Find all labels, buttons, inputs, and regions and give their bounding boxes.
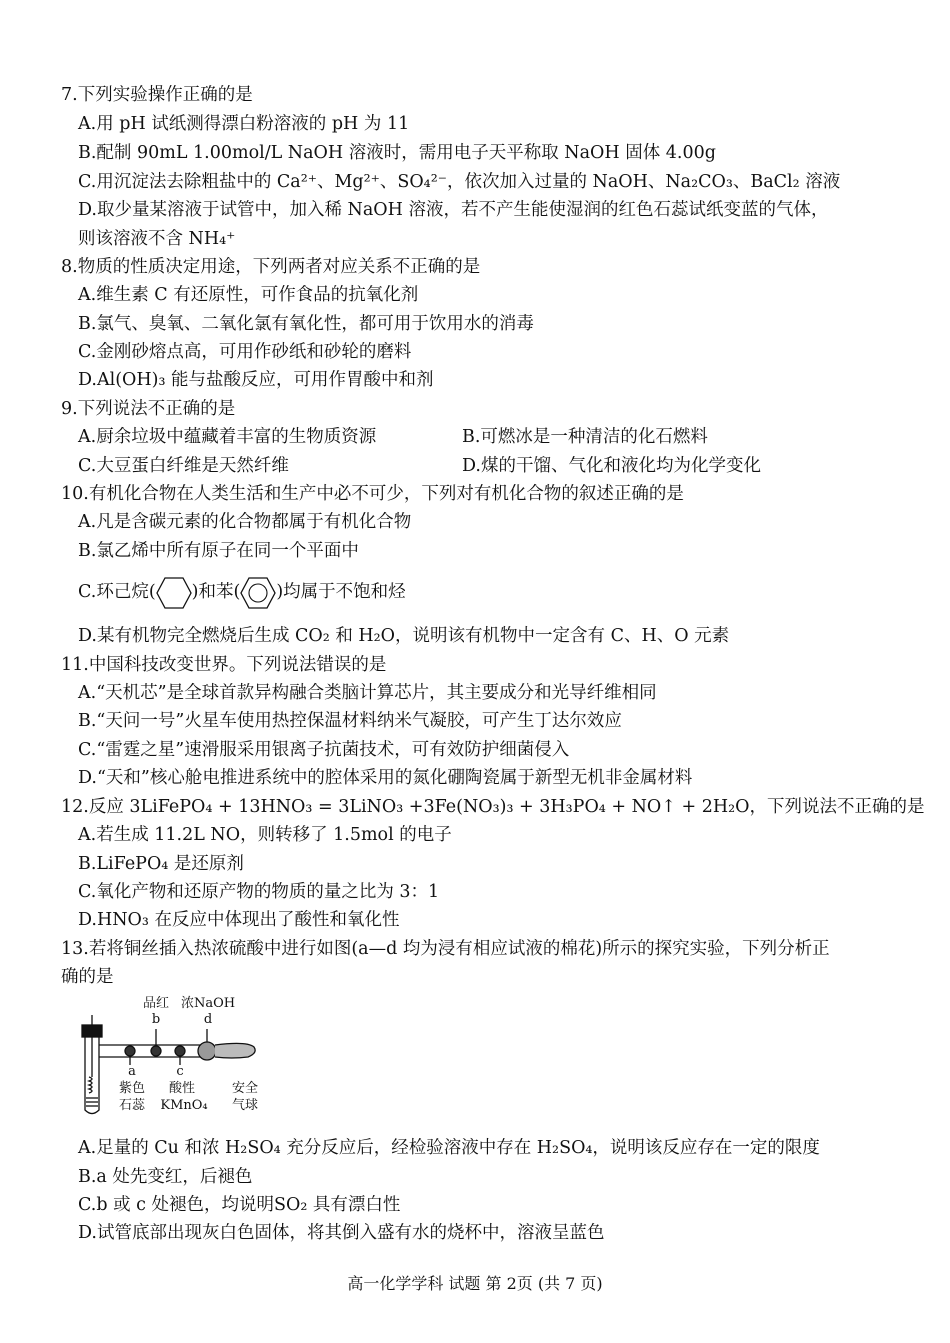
q8-stem: 8.物质的性质决定用途，下列两者对应关系不正确的是: [61, 257, 481, 277]
label-pinhong: 品红: [142, 996, 170, 1011]
q12-option-a: A.若生成 11.2L NO，则转移了 1.5mol 的电子: [78, 825, 452, 845]
q13-option-c: C.b 或 c 处褪色，均说明SO₂ 具有漂白性: [78, 1195, 401, 1215]
q9-option-c: C.大豆蛋白纤维是天然纤维: [78, 456, 289, 476]
q12-option-c: C.氧化产物和还原产物的物质的量之比为 3：1: [78, 882, 440, 902]
q9-option-d: D.煤的干馏、气化和液化均为化学变化: [462, 456, 761, 476]
q9-option-b: B.可燃冰是一种清洁的化石燃料: [462, 427, 708, 447]
q11-stem: 11.中国科技改变世界。下列说法错误的是: [61, 655, 387, 675]
q10-option-c: [78, 578, 406, 604]
safety-balloon: [215, 1043, 255, 1058]
label-a: a: [128, 1064, 136, 1079]
q7-option-d-line2: 则该溶液不含 NH₄⁺: [78, 229, 236, 249]
label-qiqiu: 气球: [231, 1098, 259, 1113]
label-anquan: 安全: [231, 1081, 259, 1096]
q9-stem: 9.下列说法不正确的是: [61, 399, 236, 419]
q10-option-b: B.氯乙烯中所有原子在同一个平面中: [78, 541, 359, 561]
q8-option-c: C.金刚砂熔点高，可用作砂纸和砂轮的磨料: [78, 342, 412, 362]
q13-option-b: B.a 处先变红，后褪色: [78, 1167, 253, 1187]
apparatus-diagram: [72, 995, 272, 1120]
q11-option-d: D.“天和”核心舱电推进系统中的腔体采用的氮化硼陶瓷属于新型无机非金属材料: [78, 768, 693, 788]
q13-stem-line2: 确的是: [61, 967, 114, 987]
q12-stem: 12.反应 3LiFePO₄ + 13HNO₃ = 3LiNO₃ +3Fe(NO₃)₃ + 3H₃PO₄ + NO↑ + 2H₂O，下列说法不正确的是: [61, 797, 925, 817]
q10-option-c-part1: C.环己烷(: [78, 582, 156, 602]
cotton-b: [151, 1046, 161, 1056]
q7-option-a: A.用 pH 试纸测得漂白粉溶液的 pH 为 11: [78, 114, 410, 134]
q13-stem-line1: 13.若将铜丝插入热浓硫酸中进行如图(a—d 均为浸有相应试液的棉花)所示的探究实验，下列分析正: [61, 939, 830, 959]
q13-option-d: D.试管底部出现灰白色固体，将其倒入盛有水的烧杯中，溶液呈蓝色: [78, 1223, 605, 1243]
cotton-c: [175, 1046, 185, 1056]
q13-option-a: A.足量的 Cu 和浓 H₂SO₄ 充分反应后，经检验溶液中存在 H₂SO₄，说明该反应存在一定的限度: [78, 1138, 820, 1158]
label-c: c: [176, 1064, 184, 1079]
q12-option-b: B.LiFePO₄ 是还原剂: [78, 854, 244, 874]
q10-option-c-part2: )和苯(: [191, 582, 241, 602]
q7-option-d-line1: D.取少量某溶液于试管中，加入稀 NaOH 溶液，若不产生能使湿润的红色石蕊试纸变蓝的气体，: [78, 200, 829, 220]
label-d: d: [203, 1012, 213, 1027]
q12-option-d: D.HNO₃ 在反应中体现出了酸性和氧化性: [78, 910, 400, 930]
q8-option-a: A.维生素 C 有还原性，可作食品的抗氧化剂: [78, 285, 419, 305]
q10-stem: 10.有机化合物在人类生活和生产中必不可少，下列对有机化合物的叙述正确的是: [61, 484, 684, 504]
q8-option-b: B.氯气、臭氧、二氧化氯有氧化性，都可用于饮用水的消毒: [78, 314, 534, 334]
label-zise: 紫色: [118, 1081, 146, 1096]
q7-option-c: C.用沉淀法去除粗盐中的 Ca²⁺、Mg²⁺、SO₄²⁻，依次加入过量的 NaOH、Na₂CO₃、BaCl₂ 溶液: [78, 172, 841, 192]
label-kmno4: KMnO₄: [160, 1098, 208, 1113]
q7-stem: 7.下列实验操作正确的是: [61, 85, 253, 105]
q10-option-a: A.凡是含碳元素的化合物都属于有机化合物: [78, 512, 412, 532]
q8-option-d: D.Al(OH)₃ 能与盐酸反应，可用作胃酸中和剂: [78, 370, 434, 390]
rubber-stopper: [82, 1025, 102, 1037]
q10-option-c-part3: )均属于不饱和烃: [276, 582, 406, 602]
label-shirui: 石蕊: [118, 1098, 146, 1113]
q10-option-d: D.某有机物完全燃烧后生成 CO₂ 和 H₂O，说明该有机物中一定含有 C、H、O 元素: [78, 626, 730, 646]
cotton-a: [125, 1046, 135, 1056]
label-naoh: 浓NaOH: [180, 996, 236, 1011]
q11-option-c: C.“雷霆之星”速滑服采用银离子抗菌技术，可有效防护细菌侵入: [78, 740, 570, 760]
cotton-d: [198, 1042, 216, 1060]
q9-option-a: A.厨余垃圾中蕴藏着丰富的生物质资源: [78, 427, 377, 447]
q11-option-b: B.“天问一号”火星车使用热控保温材料纳米气凝胶，可产生丁达尔效应: [78, 711, 622, 731]
label-suanxing: 酸性: [168, 1081, 196, 1096]
page-footer: 高一化学学科 试题 第 2页 (共 7 页): [347, 1274, 603, 1293]
label-b: b: [151, 1012, 161, 1027]
q7-option-b: B.配制 90mL 1.00mol/L NaOH 溶液时，需用电子天平称取 NaOH 固体 4.00g: [78, 143, 716, 163]
copper-coil: [89, 1077, 92, 1093]
cyclohexane-structure: [156, 576, 192, 610]
benzene-structure: [240, 576, 276, 610]
q11-option-a: A.“天机芯”是全球首款异构融合类脑计算芯片，其主要成分和光导纤维相同: [78, 683, 657, 703]
